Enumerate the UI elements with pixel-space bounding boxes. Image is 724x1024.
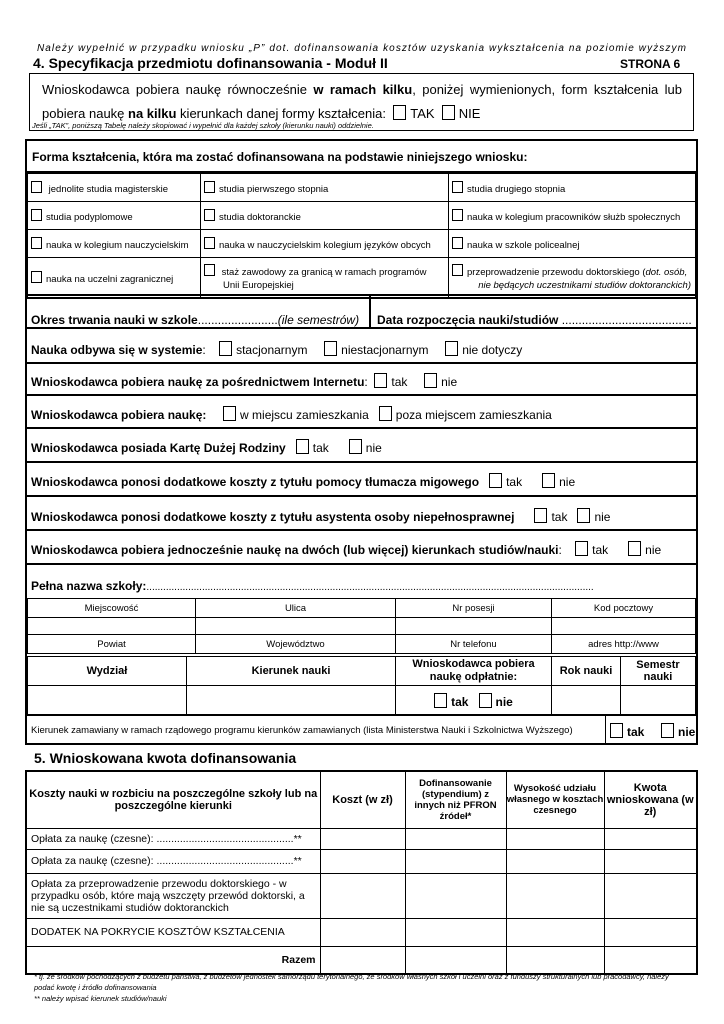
system-row: Nauka odbywa się w systemie: stacjonarnym niestacjonarnym nie dotyczy (25, 329, 698, 364)
school-faculty-table: Wydział Kierunek nauki Wnioskodawca pobiera naukę odpłatnie: Rok nauki Semestr nauki tak nie (27, 656, 696, 716)
two-fields-tak-checkbox[interactable] (575, 541, 588, 556)
doctoral-row: Opłata za przeprowadzenie przewodu doktorskiego - w przypadku osób, które mają wszczęty przewód doktorski, a nie są uczestnikami studiów doktoranckich (26, 873, 320, 918)
ordered-tak-checkbox[interactable] (610, 723, 623, 738)
city-field[interactable] (28, 618, 196, 635)
paid-tak-checkbox[interactable] (434, 693, 447, 708)
internet-tak-checkbox[interactable] (374, 373, 387, 388)
form-checkbox[interactable] (204, 264, 215, 276)
school-section: Pełna nazwa szkoły:................................................................................................................................................................. Miejscowość Ulica Nr posesji Kod pocztowy Powiat Województwo Nr telefonu adres http://www Wydział Kierunek nauki Wnioskodawca pobiera naukę odpłatnie: Rok nauki Semestr nauki tak nie Kierunek zamawiany w ramach rządowego programu kierunków zamawianych (lista Ministerstwa Nauki i Szkolnictwa Wyższego) tak nie (25, 565, 698, 745)
assistant-row: Wnioskodawca ponosi dodatkowe koszty z tytułu asystenta osoby niepełnosprawnej tak nie (25, 497, 698, 531)
form-checkbox[interactable] (204, 237, 215, 249)
stacjonarny-checkbox[interactable] (219, 341, 232, 356)
street-field[interactable] (196, 618, 396, 635)
place-home-checkbox[interactable] (223, 406, 236, 421)
funding-title: 5. Wnioskowana kwota dofinansowania (34, 750, 297, 766)
faculty-field[interactable] (28, 686, 187, 716)
forms-grid: jednolite studia magisterskie studia pierwszego stopnia studia drugiego stopnia studia podyplomowe studia doktoranckie nauka w kolegium pracowników służb społecznych nauka w kolegium nauczycielskim nauka w nauczycielskim kolegium języków obcych nauka w szkole policealnej nauka na uczelni zagranicznej staż zawodowy za granicą w ramach programów Unii Europejskiej przeprowadzenie przewodu doktorskiego (dot. osób, nie będących uczestnikami studiów doktoranckich) (27, 173, 696, 298)
intro-note: Jeśli „TAK”, poniższą Tabelę należy skopiować i wypełnić dla każdej szkoły (kierunku nauki) oddzielnie. (32, 121, 374, 130)
house-number-field[interactable] (396, 618, 552, 635)
intro-text: Wnioskodawca pobiera naukę równocześnie w ramach kilku, poniżej wymienionych, form kształcenia lub pobiera naukę na kilku kierunkach danej formy kształcenia: TAK NIE (42, 82, 683, 121)
form-checkbox[interactable] (31, 209, 42, 221)
tuition-row-2: Opłata za naukę (czesne): ...............................................** (26, 849, 320, 873)
school-address-table: Miejscowość Ulica Nr posesji Kod pocztowy Powiat Województwo Nr telefonu adres http://www (27, 598, 696, 654)
interpreter-nie-checkbox[interactable] (542, 473, 555, 488)
internet-nie-checkbox[interactable] (424, 373, 437, 388)
form-checkbox[interactable] (452, 237, 463, 249)
footnote-1: * tj. ze środków pochodzących z budżetu państwa, z budżetów jednostek samorządu terytorialnego, ze środków własnych szkół i uczelni oraz z funduszy strukturalnych lub pracodawcy, należy podać kwotę i źródło dofinansowania (34, 972, 669, 992)
paid-nie-checkbox[interactable] (479, 693, 492, 708)
total-row: Razem (26, 946, 320, 974)
forms-title: Forma kształcenia, która ma zostać dofinansowana na podstawie niniejszego wniosku: (32, 150, 528, 164)
place-row: Wnioskodawca pobiera naukę: w miejscu zamieszkania poza miejscem zamieszkania (25, 396, 698, 429)
forms-section (25, 139, 698, 299)
year-field[interactable] (552, 686, 621, 716)
two-fields-nie-checkbox[interactable] (628, 541, 641, 556)
intro-tak-checkbox[interactable] (393, 105, 406, 120)
footnote-2: ** należy wpisać kierunek studiów/nauki (34, 994, 167, 1003)
form-checkbox[interactable] (452, 181, 463, 193)
niestacjonarny-checkbox[interactable] (324, 341, 337, 356)
duration-row: Okres trwania nauki w szkole........................(ile semestrów) Data rozpoczęcia nauki/studiów ....................................... (25, 294, 698, 329)
section-title: 4. Specyfikacja przedmiotu dofinansowania - Moduł II (33, 55, 388, 71)
form-checkbox[interactable] (31, 237, 42, 249)
ordered-nie-checkbox[interactable] (661, 723, 674, 738)
form-checkbox[interactable] (204, 209, 215, 221)
intro-nie-checkbox[interactable] (442, 105, 455, 120)
field-of-study-field[interactable] (187, 686, 396, 716)
tuition-row-1: Opłata za naukę (czesne): ...............................................** (26, 828, 320, 849)
intro-tak-label: TAK (410, 106, 435, 121)
intro-nie-label: NIE (458, 106, 481, 121)
intro-box (29, 73, 694, 131)
form-checkbox[interactable] (31, 271, 42, 283)
page-label: STRONA 6 (620, 57, 681, 71)
form-checkbox[interactable] (31, 181, 42, 193)
card-tak-checkbox[interactable] (296, 439, 309, 454)
card-row: Wnioskodawca posiada Kartę Dużej Rodziny tak nie (25, 429, 698, 463)
form-checkbox[interactable] (204, 181, 215, 193)
interpreter-tak-checkbox[interactable] (489, 473, 502, 488)
two-fields-row: Wnioskodawca pobiera jednocześnie naukę na dwóch (lub więcej) kierunkach studiów/nauki: tak nie (25, 531, 698, 565)
form-checkbox[interactable] (452, 264, 463, 276)
assistant-nie-checkbox[interactable] (577, 508, 590, 523)
funding-table: Koszty nauki w rozbiciu na poszczególne szkoły lub na poszczególne kierunki Koszt (w zł) Dofinansowanie (stypendium) z innych niż PFRON źródeł* Wysokość udziału własnego w kosztach czesnego Kwota wnioskowana (w zł) Opłata za naukę (czesne): ...............................................** Opłata za naukę (czesne): ...............................................** Opłata za przeprowadzenie przewodu doktorskiego - w przypadku osób, które mają wszczęty przewód doktorski, a nie są uczestnikami studiów doktoranckich DODATEK NA POKRYCIE KOSZTÓW KSZTAŁCENIA Razem (25, 770, 698, 975)
postal-code-field[interactable] (552, 618, 696, 635)
card-nie-checkbox[interactable] (349, 439, 362, 454)
semester-field[interactable] (621, 686, 696, 716)
top-note: Należy wypełnić w przypadku wniosku „P” dot. dofinansowania kosztów uzyskania wykształcenia na poziomie wyższym (36, 43, 688, 54)
ordered-program-label: Kierunek zamawiany w ramach rządowego programu kierunków zamawianych (lista Ministerstwa Nauki i Szkolnictwa Wyższego) (31, 725, 573, 736)
nie-dotyczy-checkbox[interactable] (445, 341, 458, 356)
internet-row: Wnioskodawca pobiera naukę za pośrednictwem Internetu: tak nie (25, 364, 698, 396)
assistant-tak-checkbox[interactable] (534, 508, 547, 523)
place-away-checkbox[interactable] (379, 406, 392, 421)
allowance-row: DODATEK NA POKRYCIE KOSZTÓW KSZTAŁCENIA (26, 918, 320, 946)
form-checkbox[interactable] (452, 209, 463, 221)
interpreter-row: Wnioskodawca ponosi dodatkowe koszty z tytułu pomocy tłumacza migowego tak nie (25, 463, 698, 497)
